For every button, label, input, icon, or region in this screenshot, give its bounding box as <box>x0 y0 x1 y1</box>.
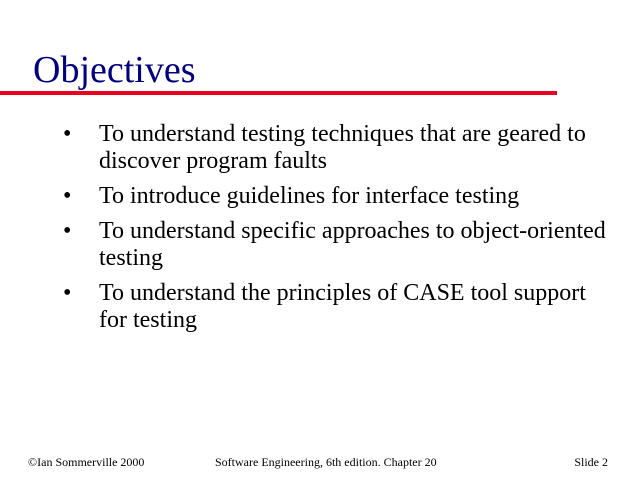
bullet-text: To introduce guidelines for interface testing <box>99 183 520 209</box>
footer-copyright: ©Ian Sommerville 2000 <box>28 455 145 469</box>
bullet-text: To understand the principles of CASE tool support for testing <box>99 280 586 333</box>
bullet-dot-icon: • <box>63 280 72 306</box>
bullet-item <box>55 183 615 210</box>
slide-title: Objectives <box>33 49 196 91</box>
bullet-item <box>55 218 615 272</box>
title-underline <box>0 91 557 95</box>
bullet-item <box>55 280 615 334</box>
bullet-dot-icon: • <box>63 218 72 244</box>
bullet-list <box>55 121 615 342</box>
footer-book-title: Software Engineering, 6th edition. Chapter 20 <box>215 455 437 469</box>
bullet-dot-icon: • <box>63 183 72 209</box>
bullet-text: To understand specific approaches to object-oriented testing <box>99 218 606 271</box>
footer-slide-number: Slide 2 <box>574 455 608 469</box>
bullet-dot-icon: • <box>63 121 72 147</box>
bullet-item <box>55 121 615 175</box>
bullet-text: To understand testing techniques that are geared to discover program faults <box>99 121 586 174</box>
